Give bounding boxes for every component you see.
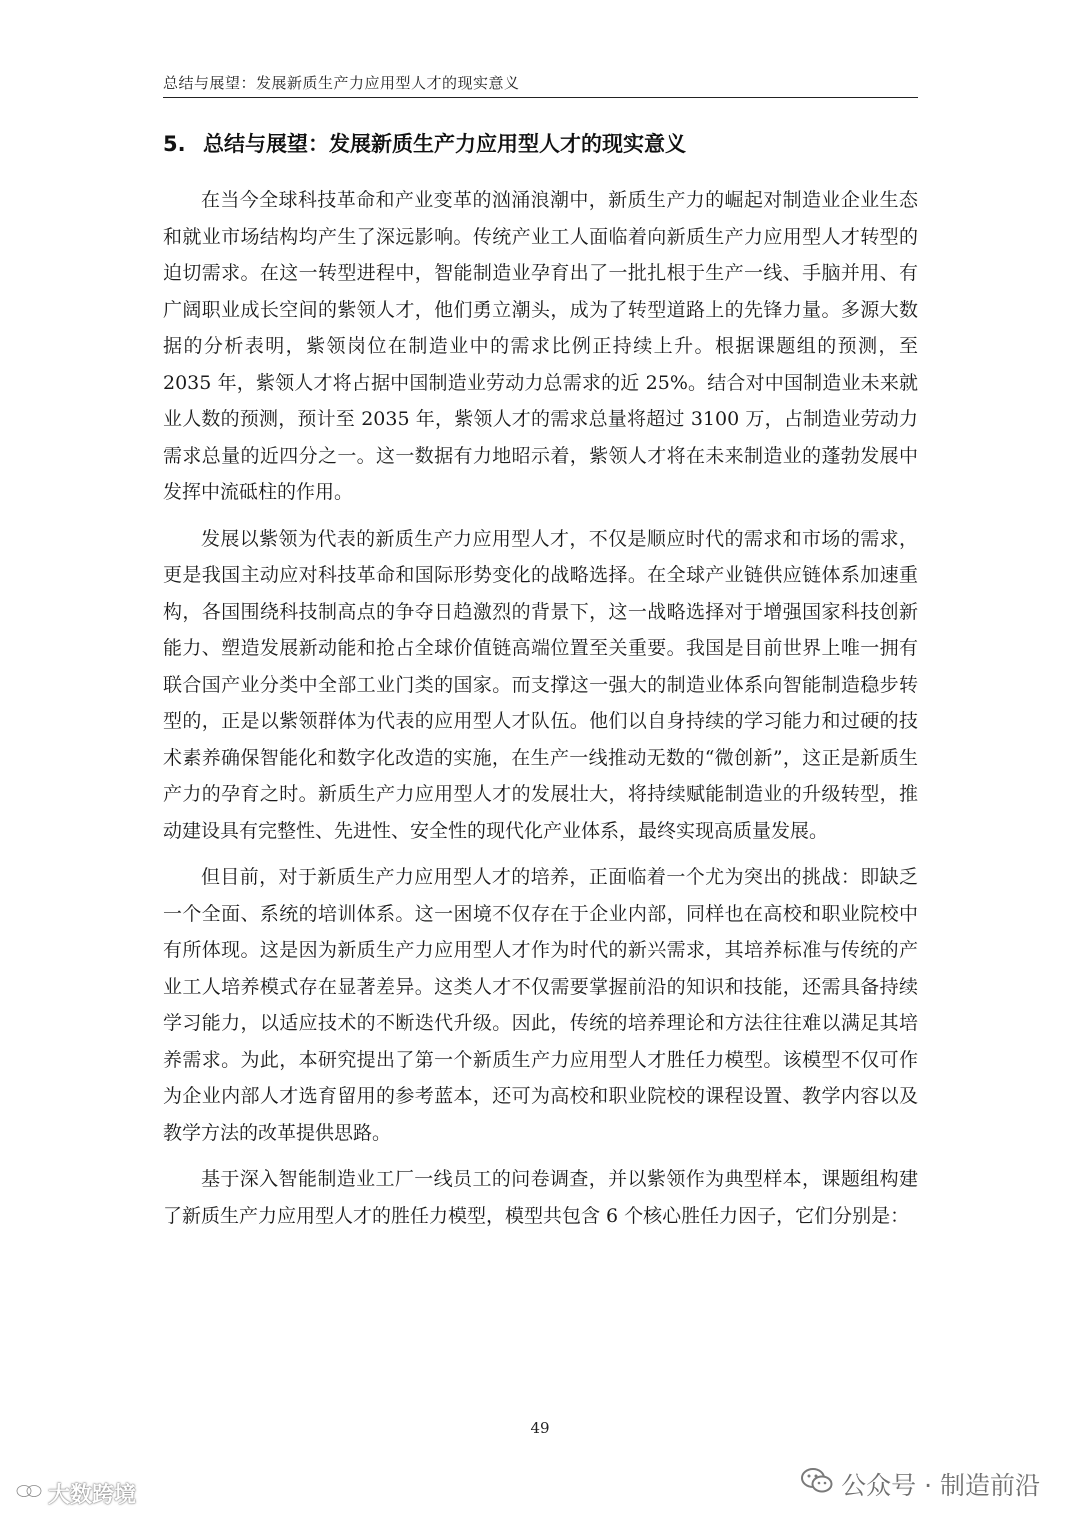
wechat-icon (801, 1467, 833, 1501)
body-text (163, 182, 918, 1244)
section-title: 总结与展望：发展新质生产力应用型人才的现实意义 (203, 132, 686, 156)
link-icon (14, 1480, 44, 1508)
paragraph: 基于深入智能制造业工厂一线员工的问卷调查，并以紫领作为典型样本，课题组构建了新质生产力应用型人才的胜任力模型，模型共包含 6 个核心胜任力因子，它们分别是： (163, 1168, 918, 1227)
paragraph: 发展以紫领为代表的新质生产力应用型人才，不仅是顺应时代的需求和市场的需求，更是我国主动应对科技革命和国际形势变化的战略选择。在全球产业链供应链体系加速重构，各国围绕科技制高点的争夺日趋激烈的背景下，这一战略选择对于增强国家科技创新能力、塑造发展新动能和抢占全球价值链高端位置至关重要。我国是目前世界上唯一拥有联合国产业分类中全部工业门类的国家。而支撑这一强大的制造业体系向智能制造稳步转型的，正是以紫领群体为代表的应用型人才队伍。他们以自身持续的学习能力和过硬的技术素养确保智能化和数字化改造的实施，在生产一线推动无数的“微创新”，这正是新质生产力的孕育之时。新质生产力应用型人才的发展壮大，将持续赋能制造业的升级转型，推动建设具有完整性、先进性、安全性的现代化产业体系，最终实现高质量发展。 (163, 527, 918, 842)
section-heading (163, 128, 686, 158)
paragraph: 但目前，对于新质生产力应用型人才的培养，正面临着一个尤为突出的挑战：即缺乏一个全面、系统的培训体系。这一困境不仅存在于企业内部，同样也在高校和职业院校中有所体现。这是因为新质生产力应用型人才作为时代的新兴需求，其培养标准与传统的产业工人培养模式存在显著差异。这类人才不仅需要掌握前沿的知识和技能，还需具备持续学习能力，以适应技术的不断迭代升级。因此，传统的培养理论和方法往往难以满足其培养需求。为此，本研究提出了第一个新质生产力应用型人才胜任力模型。该模型不仅可作为企业内部人才选育留用的参考蓝本，还可为高校和职业院校的课程设置、教学内容以及教学方法的改革提供思路。 (163, 866, 918, 1144)
wechat-watermark-text: 公众号 · 制造前沿 (841, 1471, 1040, 1500)
corner-watermark (14, 1478, 136, 1509)
corner-watermark-text: 大数跨境 (48, 1483, 137, 1508)
page-number: 49 (530, 1419, 550, 1437)
wechat-watermark (801, 1466, 1040, 1502)
paragraph: 在当今全球科技革命和产业变革的汹涌浪潮中，新质生产力的崛起对制造业企业生态和就业市场结构均产生了深远影响。传统产业工人面临着向新质生产力应用型人才转型的迫切需求。在这一转型进程中，智能制造业孕育出了一批扎根于生产一线、手脑并用、有广阔职业成长空间的紫领人才，他们勇立潮头，成为了转型道路上的先锋力量。多源大数据的分析表明，紫领岗位在制造业中的需求比例正持续上升。根据课题组的预测，至 2035 年，紫领人才将占据中国制造业劳动力总需求的近 25%。结合对中国制造业未来就业人数的预测，预计至 2035 年，紫领人才的需求总量将超过 3100 万，占制造业劳动力需求总量的近四分之一。这一数据有力地昭示着，紫领人才将在未来制造业的蓬勃发展中发挥中流砥柱的作用。 (163, 189, 918, 503)
running-header: 总结与展望：发展新质生产力应用型人才的现实意义 (163, 74, 520, 92)
section-number: 5. (163, 132, 186, 156)
header-divider (163, 97, 918, 98)
